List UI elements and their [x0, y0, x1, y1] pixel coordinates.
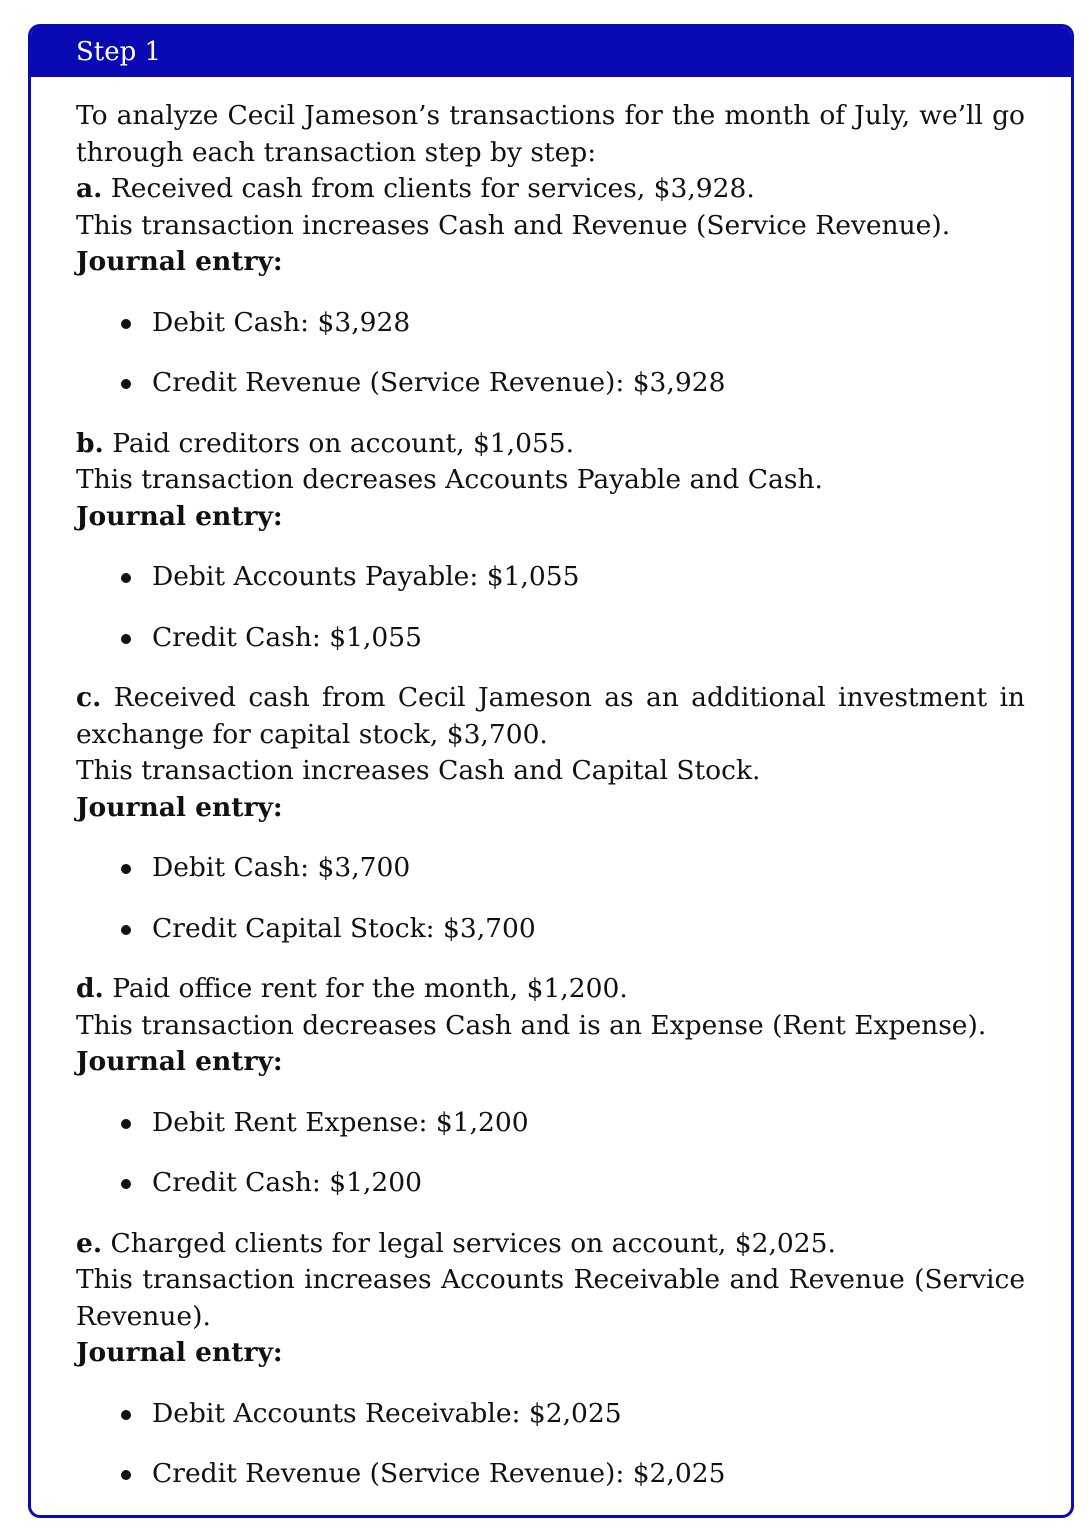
journal-entry-list [76, 850, 1025, 947]
bullet-icon [121, 573, 131, 583]
transaction-label: d. [76, 973, 104, 1004]
bullet-icon [121, 1410, 131, 1420]
journal-entry-debit [121, 850, 1025, 887]
journal-entry-debit [121, 1396, 1025, 1433]
entry-text: Credit Revenue (Service Revenue): $3,928 [152, 367, 726, 398]
transaction-description [76, 680, 1025, 753]
journal-entry-credit [121, 365, 1025, 402]
solution-box [28, 24, 1074, 1518]
entry-text: Credit Revenue (Service Revenue): $2,025 [152, 1458, 726, 1489]
transaction-effect: This transaction decreases Cash and is an Expense (Rent Expense). [76, 1009, 987, 1041]
step-title: Step 1 [76, 37, 162, 67]
transaction-b [76, 426, 1025, 657]
entry-text: Debit Cash: $3,928 [152, 306, 411, 338]
transaction-text: Paid creditors on account, $1,055. [112, 427, 575, 459]
journal-entry-label: Journal entry: [76, 1046, 283, 1077]
journal-entry-debit [121, 559, 1025, 596]
bullet-icon [121, 319, 131, 329]
transaction-text: Charged clients for legal services on account, $2,025. [110, 1227, 836, 1259]
journal-entry-debit [121, 1105, 1025, 1142]
transaction-text: Received cash from Cecil Jameson as an additional investment in exchange for capital stock, $3,700. [76, 682, 1025, 750]
transaction-effect: This transaction increases Cash and Capital Stock. [76, 755, 761, 786]
step-body [31, 77, 1071, 1493]
transaction-a [76, 171, 1025, 402]
transaction-label: a. [76, 173, 103, 204]
transaction-effect: This transaction decreases Accounts Payable and Cash. [76, 464, 823, 495]
transaction-e [76, 1226, 1025, 1493]
bullet-icon [121, 1179, 131, 1189]
transaction-text: Received cash from clients for services, $3,928. [110, 173, 755, 204]
journal-entry-debit [121, 305, 1025, 342]
entry-text: Debit Cash: $3,700 [152, 852, 411, 883]
transaction-description [76, 171, 1025, 208]
journal-entry-label: Journal entry: [76, 500, 283, 532]
bullet-icon [121, 1470, 131, 1480]
bullet-icon [121, 1119, 131, 1129]
transaction-description [76, 426, 1025, 463]
transaction-d [76, 971, 1025, 1202]
journal-entry-credit [121, 1165, 1025, 1202]
journal-entry-label: Journal entry: [76, 246, 283, 277]
intro-text: To analyze Cecil Jameson’s transactions for the month of July, we’ll go through each transaction step by step: [76, 100, 1025, 168]
entry-text: Debit Accounts Payable: $1,055 [152, 561, 580, 592]
entry-text: Debit Accounts Receivable: $2,025 [152, 1397, 622, 1429]
transaction-label: b. [76, 427, 104, 459]
transaction-effect: This transaction increases Cash and Revenue (Service Revenue). [76, 209, 951, 241]
entry-text: Credit Capital Stock: $3,700 [152, 912, 536, 944]
journal-entry-list [76, 1105, 1025, 1202]
transaction-label: e. [76, 1227, 103, 1259]
bullet-icon [121, 864, 131, 874]
journal-entry-list [76, 1396, 1025, 1493]
journal-entry-label: Journal entry: [76, 791, 283, 823]
transaction-description [76, 971, 1025, 1008]
entry-text: Debit Rent Expense: $1,200 [152, 1106, 529, 1138]
transaction-effect: This transaction increases Accounts Receivable and Revenue (Service Revenue). [76, 1264, 1025, 1332]
bullet-icon [121, 925, 131, 935]
transaction-description [76, 1226, 1025, 1263]
journal-entry-credit [121, 911, 1025, 948]
journal-entry-list [76, 305, 1025, 402]
journal-entry-list [76, 559, 1025, 656]
entry-text: Credit Cash: $1,200 [152, 1167, 422, 1198]
step-header [31, 27, 1071, 77]
bullet-icon [121, 634, 131, 644]
entry-text: Credit Cash: $1,055 [152, 621, 422, 653]
journal-entry-label: Journal entry: [76, 1337, 283, 1368]
transaction-text: Paid office rent for the month, $1,200. [112, 973, 628, 1004]
transaction-label: c. [76, 682, 102, 713]
bullet-icon [121, 379, 131, 389]
transaction-c [76, 680, 1025, 947]
journal-entry-credit [121, 1456, 1025, 1493]
journal-entry-credit [121, 620, 1025, 657]
